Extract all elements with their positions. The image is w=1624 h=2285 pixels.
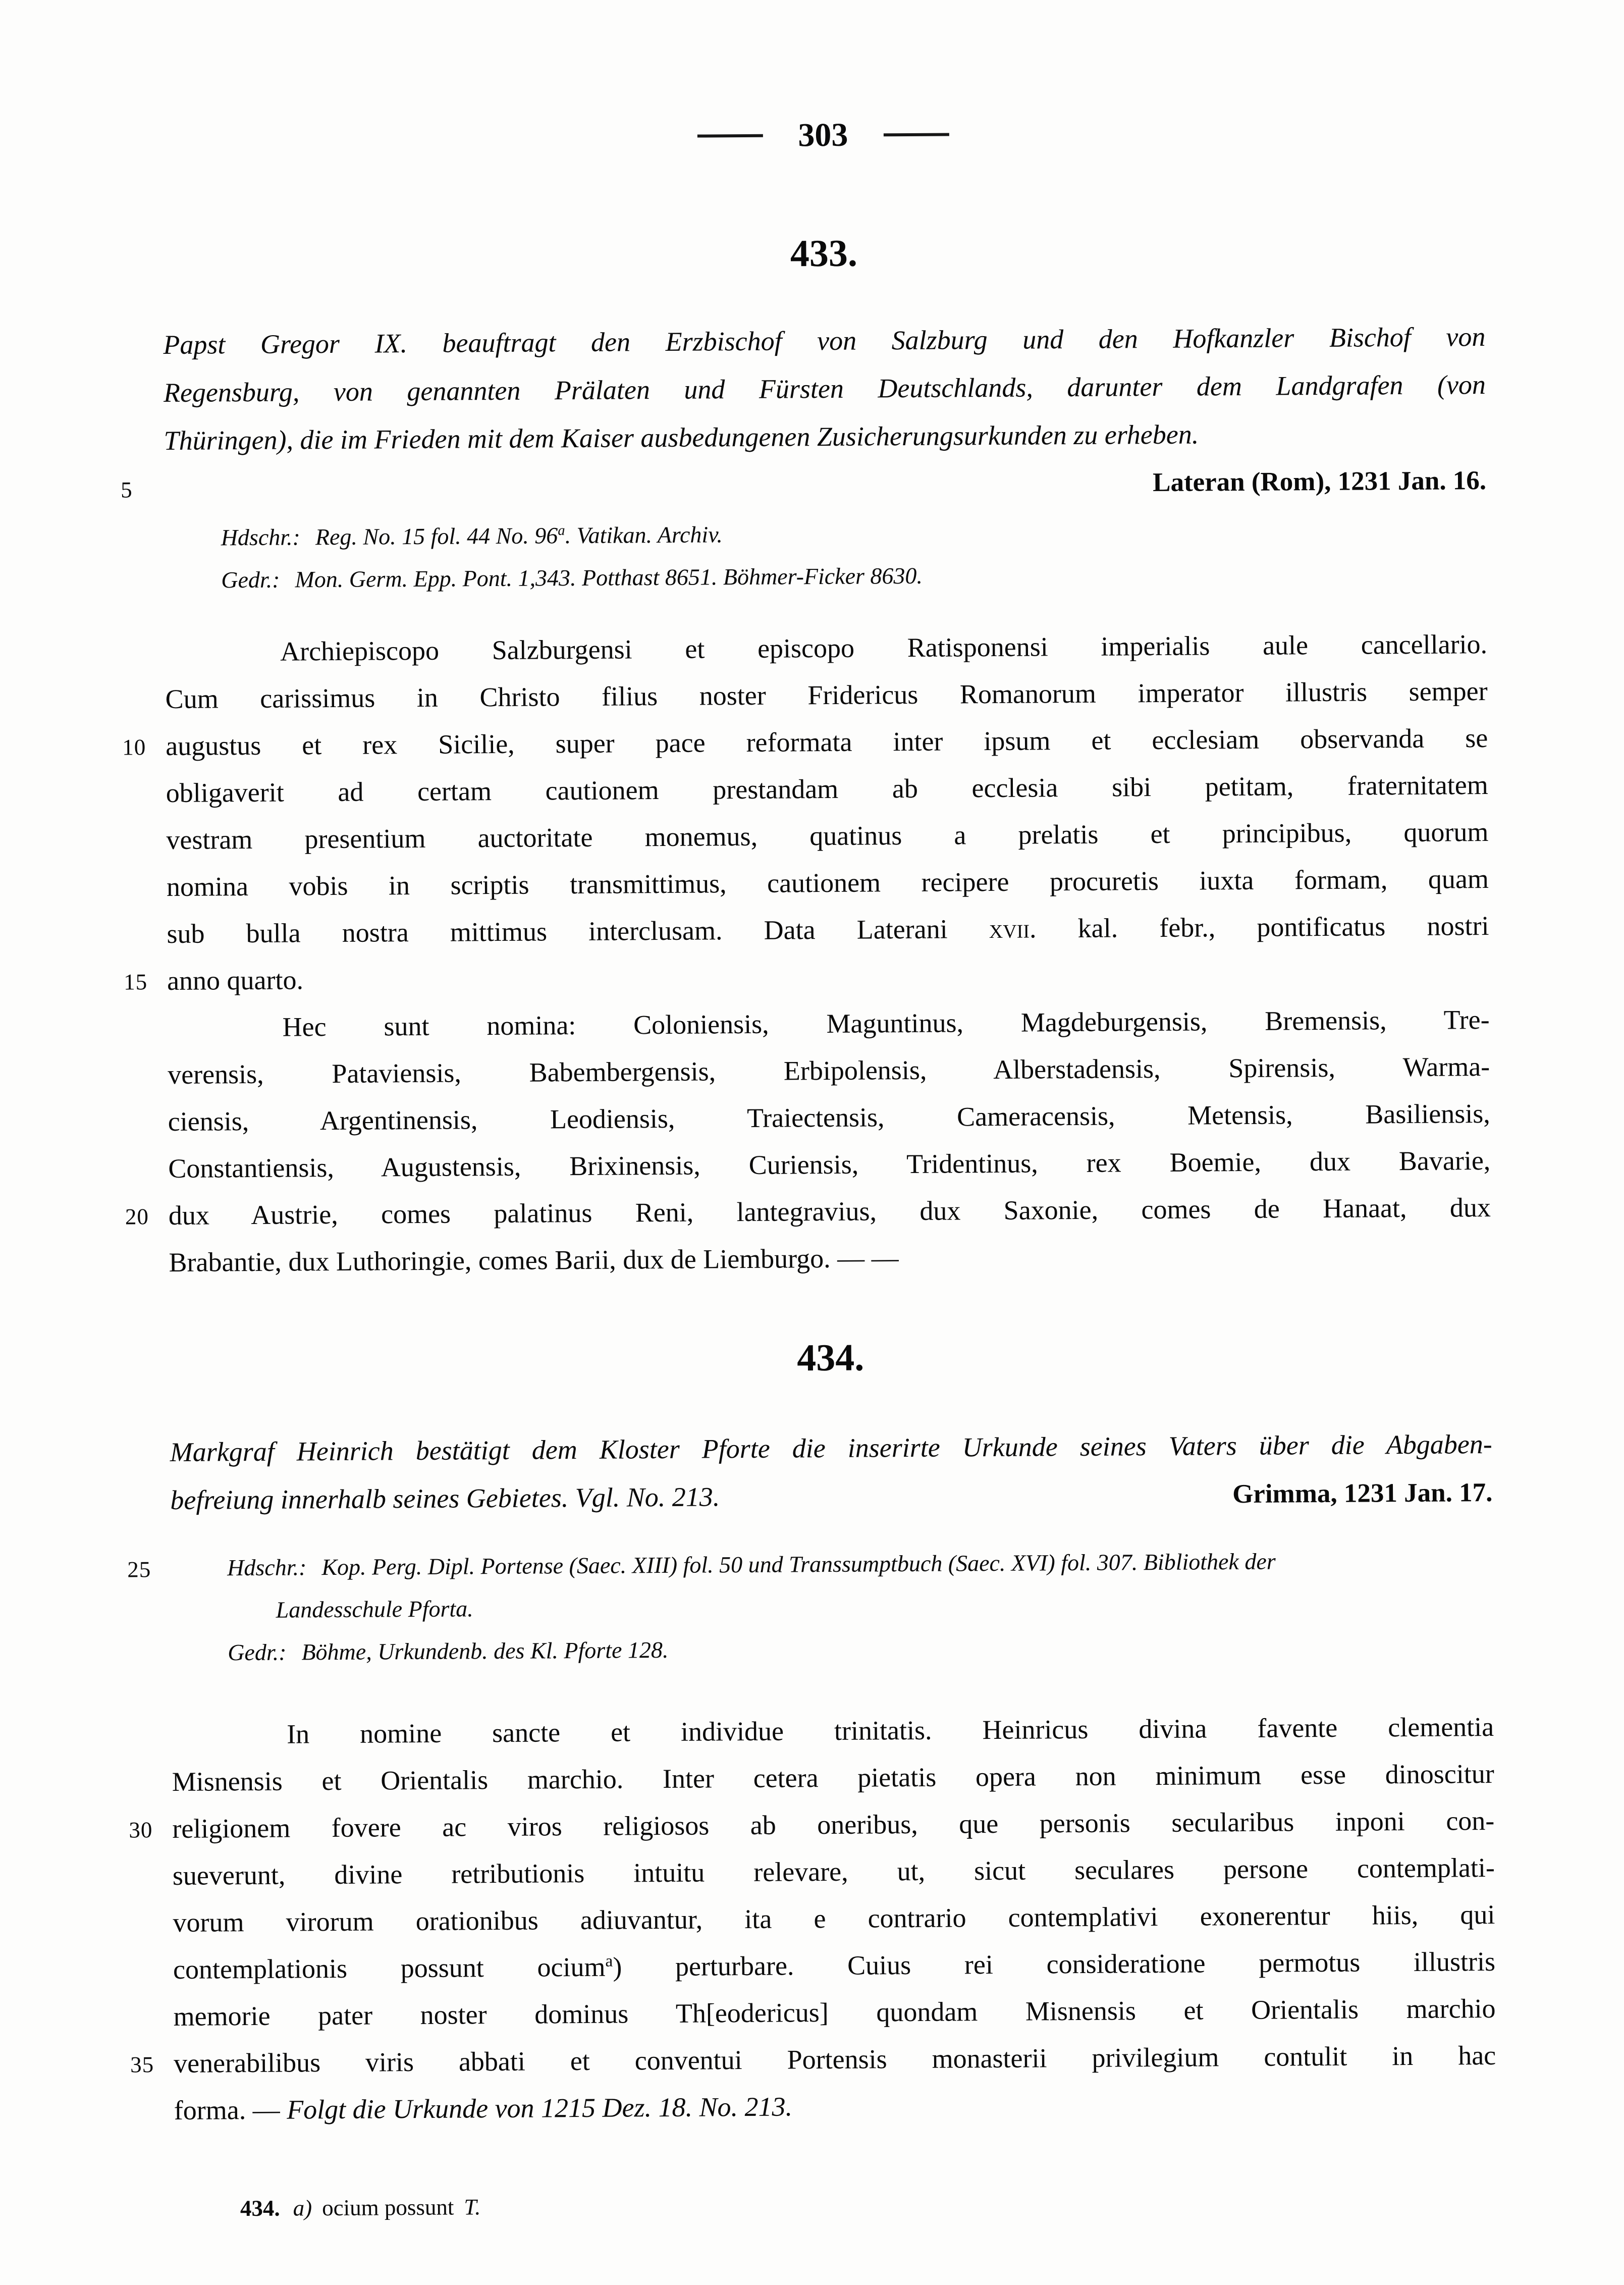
header-rule-right	[883, 133, 949, 137]
line-number-15: 15	[123, 969, 148, 995]
line-number-25: 25	[127, 1557, 151, 1582]
entry-433-text	[122, 621, 1491, 1286]
entry-433-summary	[163, 313, 1486, 465]
body-line-text: forma. —	[174, 2094, 287, 2125]
body-line: memorie pater noster dominus Th[eodericus] quondam Misnensis et Orientalis marchio	[173, 1993, 1496, 2032]
summary-line: Regensburg, von genannten Prälaten und Fürsten Deutschlands, darunter dem Landgrafen (von	[163, 369, 1486, 408]
roman-numeral-smallcaps: xvii	[989, 913, 1030, 944]
page-header	[161, 0, 1484, 160]
line-number-10: 10	[122, 734, 146, 760]
reference-line-hdschr-cont: Landesschule Pforta.	[276, 1596, 473, 1623]
body-line	[173, 1938, 1496, 1993]
body-line-text: dux Austrie, comes palatinus Reni, lantegravius, dux Saxonie, comes de Hanaat, dux	[168, 1192, 1491, 1231]
body-line: Constantiensis, Augustensis, Brixinensis, Curiensis, Tridentinus, rex Boemie, dux Bavarie,	[168, 1145, 1491, 1184]
body-line: Hec sunt nomina: Coloniensis, Maguntinus, Magdeburgensis, Bremensis, Tre-	[282, 1004, 1490, 1042]
body-line	[129, 1797, 1495, 1852]
entry-433-references	[164, 509, 1487, 602]
hdschr-text-tail: . Vatikan. Archiv.	[565, 521, 723, 549]
reference-line-hdschr	[164, 509, 1486, 559]
page-number: 303	[798, 116, 848, 154]
entry-433-number: 433.	[790, 232, 858, 275]
body-line	[130, 2032, 1496, 2087]
entry-433-dateline-row	[121, 457, 1487, 513]
entry-434-dateline: Grimma, 1231 Jan. 17.	[1232, 1477, 1493, 1509]
hdschr-text: Kop. Perg. Dipl. Portense (Saec. XIII) fol. 50 und Transsumptbuch (Saec. XVI) fol. 307. Bibliothek der	[321, 1548, 1276, 1580]
line-number-20: 20	[125, 1204, 149, 1230]
body-line-text: ) perturbare. Cuius rei consideratione permotus illustris	[613, 1946, 1496, 1982]
entry-434-number: 434.	[796, 1336, 864, 1379]
summary-line: befreiung innerhalb seines Gebietes. Vgl. No. 213.	[170, 1481, 720, 1515]
footnote-text: ocium possunt	[322, 2194, 454, 2221]
entry-434-summary	[170, 1420, 1493, 1525]
hdschr-label: Hdschr.:	[227, 1554, 307, 1581]
summary-line: Markgraf Heinrich bestätigt dem Kloster Pforte die inserirte Urkunde seines Vaters über die Abgaben-	[170, 1428, 1492, 1467]
body-line: sueverunt, divine retributionis intuitu relevare, ut, sicut seculares persone contemplati-	[172, 1852, 1495, 1891]
body-line-text: venerabilibus viris abbati et conventui Portensis monasterii privilegium contulit in hac	[174, 2040, 1496, 2079]
body-line-text: contemplationis possunt ocium	[173, 1951, 606, 1985]
body-line-text: augustus et rex Sicilie, super pace reformata inter ipsum et ecclesiam observanda se	[166, 723, 1488, 762]
body-line: Archiepiscopo Salzburgensi et episcopo Ratisponensi imperialis aule cancellario.	[280, 629, 1488, 667]
body-line: vorum virorum orationibus adiuvantur, ita e contrario contemplativi exonerentur hiis, qui	[173, 1899, 1495, 1938]
line-number-35: 35	[130, 2052, 154, 2078]
body-line: In nomine sancte et individue trinitatis. Heinricus divina favente clementia	[287, 1711, 1494, 1749]
entry-433	[121, 226, 1491, 1286]
summary-line: Thüringen), die im Frieden mit dem Kaiser ausbedungenen Zusicherungsurkunden zu erheben.	[164, 419, 1199, 456]
reference-line-gedr	[171, 1624, 1493, 1674]
footnote-sigla: T.	[464, 2194, 481, 2220]
header-rule-left	[697, 134, 763, 138]
footnote-marker: a)	[293, 2195, 312, 2221]
gedr-label: Gedr.:	[228, 1639, 287, 1666]
summary-dateline-row	[170, 1468, 1493, 1525]
body-line: verensis, Pataviensis, Babembergensis, Erbipolensis, Alberstadensis, Spirensis, Warma-	[168, 1051, 1490, 1090]
body-line	[125, 1184, 1491, 1239]
footnote-entry-number: 434.	[240, 2195, 280, 2221]
body-line-text: . kal. febr., pontificatus nostri	[1029, 910, 1489, 944]
reference-line-gedr	[165, 551, 1487, 602]
gedr-text: Böhme, Urkundenb. des Kl. Pforte 128.	[301, 1636, 669, 1665]
gedr-label: Gedr.:	[221, 566, 280, 593]
editorial-note-italic: Folgt die Urkunde von 1215 Dez. 18. No. 213.	[287, 2091, 793, 2125]
body-line: obligaverit ad certam cautionem prestandam ab ecclesia sibi petitam, fraternitatem	[166, 770, 1488, 809]
body-line: Cum carissimus in Christo filius noster Fridericus Romanorum imperator illustris semper	[165, 676, 1488, 715]
body-line-text: anno quarto.	[167, 965, 304, 996]
entry-434-text	[129, 1704, 1496, 2134]
body-line: nomina vobis in scriptis transmittimus, cautionem recipere procuretis iuxta formam, quam	[166, 863, 1489, 902]
hdschr-label: Hdschr.:	[221, 524, 301, 551]
gedr-text: Mon. Germ. Epp. Pont. 1,343. Potthast 8651. Böhmer-Ficker 8630.	[295, 562, 923, 593]
hdschr-text: Reg. No. 15 fol. 44 No. 96	[315, 522, 558, 550]
body-line: vestram presentium auctoritate monemus, quatinus a prelatis et principibus, quorum	[166, 817, 1489, 856]
line-number-30: 30	[129, 1817, 153, 1843]
body-line: Misnensis et Orientalis marchio. Inter cetera pietatis opera non minimum esse dinoscitur	[172, 1758, 1494, 1797]
entry-433-dateline: Lateran (Rom), 1231 Jan. 16.	[1152, 466, 1487, 498]
line-number-5: 5	[121, 477, 133, 503]
entry-434	[127, 1331, 1496, 2134]
body-line	[167, 902, 1489, 958]
summary-line: Papst Gregor IX. beauftragt den Erzbischof von Salzburg und den Hofkanzler Bischof von	[163, 322, 1486, 360]
body-line	[122, 715, 1488, 770]
body-line-text: religionem fovere ac viros religiosos ab oneribus, que personis secularibus inponi con-	[172, 1805, 1495, 1844]
body-line-text: sub bulla nostra mittimus interclusam. Data Laterani	[167, 914, 989, 949]
body-line	[123, 949, 1490, 1004]
hdschr-superscript: a	[558, 522, 565, 539]
body-line: ciensis, Argentinensis, Leodiensis, Traiectensis, Cameracensis, Metensis, Basiliensis,	[168, 1098, 1490, 1137]
footnote	[175, 2186, 1497, 2224]
entry-434-references	[127, 1539, 1493, 1674]
body-line: Brabantie, dux Luthoringie, comes Barii, dux de Liemburgo. — —	[169, 1243, 899, 1278]
reference-line-hdschr	[127, 1539, 1493, 1589]
body-line	[174, 2079, 1496, 2134]
page-content	[121, 0, 1497, 2224]
footnote-reference-marker: a	[605, 1951, 613, 1971]
